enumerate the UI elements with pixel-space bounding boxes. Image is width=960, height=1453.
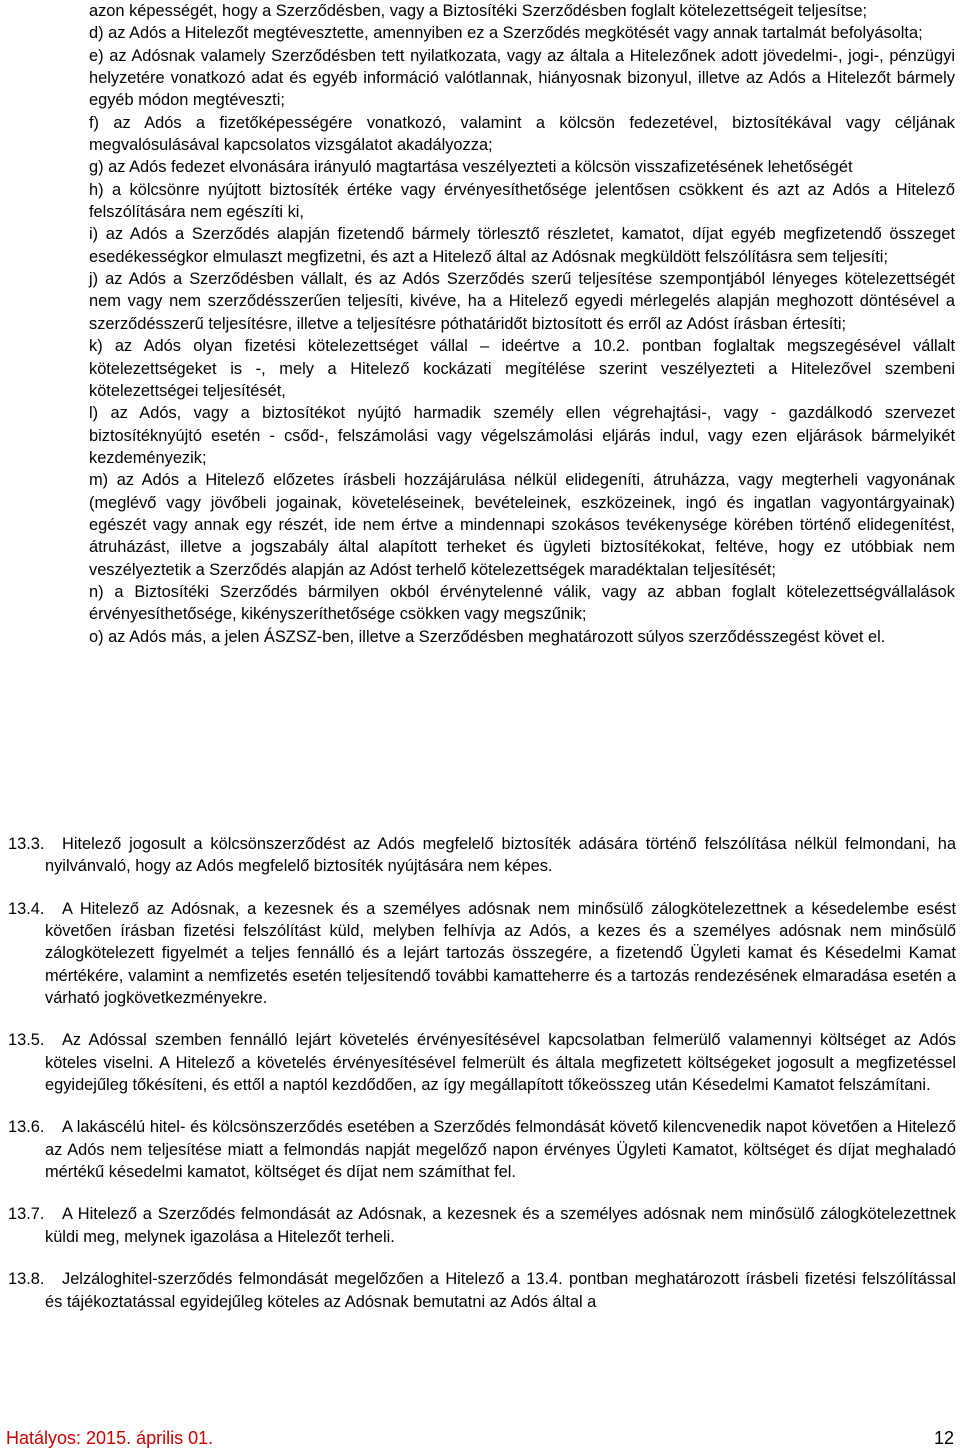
page-footer: [0, 1428, 960, 1452]
effective-date: Hatályos: 2015. április 01.: [6, 1428, 214, 1448]
list-item-n: n) a Biztosítéki Szerződés bármilyen okból érvénytelenné válik, vagy az abban foglalt kötelezettségvállalások érvényesíthetősége, kikényszeríthetősége csökken vagy megszűnik;: [89, 582, 955, 624]
section-paragraph: [0, 1029, 960, 1096]
section-body: A Hitelező a Szerződés felmondását az Adósnak, a kezesnek és a személyes adósnak nem minősülő zálogkötelezettnek küldi meg, melynek igazolása a Hitelezőt terheli.: [45, 1205, 956, 1246]
section-paragraph: [0, 833, 960, 878]
list-item-continuation: azon képességét, hogy a Szerződésben, vagy a Biztosítéki Szerződésben foglalt kötelezettségeit teljesítse;: [89, 2, 868, 20]
section-number: 13.6.: [8, 1118, 45, 1137]
page-number: 12: [933, 1428, 954, 1448]
section-number: 13.7.: [8, 1205, 45, 1224]
section-13-6: [0, 1116, 960, 1183]
list-item-j: j) az Adós a Szerződésben vállalt, és az Adós Szerződés szerű teljesítése szempontjából lényeges kötelezettségét nem vagy nem szerződésszerűen teljesíti, kivéve, ha a Hitelező egyedi mérlegelés alapján meghozott döntésével a szerződésszerű teljesítésre, illetve a teljesítésre póthatáridőt biztosított és erről az Adóst írásban értesíti;: [89, 270, 955, 333]
list-item-l: l) az Adós, vagy a biztosítékot nyújtó harmadik személy ellen végrehajtási-, vagy - gazdálkodó szervezet biztosítéknyújtó esetén - csőd-, felszámolási vagy végelszámolási eljárás indul, vagy ezen eljárások bármelyikét kezdeményezik;: [89, 404, 955, 467]
section-body: Hitelező jogosult a kölcsönszerződést az Adós megfelelő biztosíték adására történő felszólítása nélkül felmondani, ha nyilvánvaló, hogy az Adós megfelelő biztosíték nyújtására nem képes.: [45, 835, 956, 876]
section-13-4: [0, 898, 960, 1010]
list-item-o: o) az Adós más, a jelen ÁSZSZ-ben, illetve a Szerződésben meghatározott súlyos szerződésszegést követ el.: [89, 627, 886, 646]
list-item-h: h) a kölcsönre nyújtott biztosíték értéke vagy érvényesíthetősége jelentősen csökkent és azt az Adós a Hitelező felszólítására nem egészíti ki,: [89, 180, 955, 222]
termination-reasons-list: [89, 0, 955, 648]
section-number: 13.5.: [8, 1031, 45, 1050]
section-number: 13.3.: [8, 835, 45, 853]
section-paragraph: [0, 1116, 960, 1183]
list-item-i: i) az Adós a Szerződés alapján fizetendő bármely törlesztő részletet, kamatot, díjat egyéb megfizetendő összeget esedékességkor elmulaszt megfizetni, és azt a Hitelező által az Adósnak megküldött felszólításra sem teljesíti;: [89, 225, 955, 266]
list-item-d: d) az Adós a Hitelezőt megtévesztette, amennyiben ez a Szerződés megkötését vagy annak tartalmát befolyásolta;: [89, 24, 923, 43]
list-item-g: g) az Adós fedezet elvonására irányuló magtartása veszélyezteti a kölcsön visszafizetésének lehetőségét: [89, 158, 853, 177]
section-number: 13.4.: [8, 899, 45, 918]
section-number: 13.8.: [8, 1270, 45, 1289]
section-13-8: [0, 1268, 960, 1313]
section-body: Jelzáloghitel-szerződés felmondását megelőzően a Hitelező a 13.4. pontban meghatározott írásbeli fizetési felszólítással és tájékoztatással egyidejűleg köteles az Adósnak bemutatni az Adós által a: [45, 1270, 956, 1311]
section-paragraph: [0, 898, 960, 1010]
list-item-m: m) az Adós a Hitelező előzetes írásbeli hozzájárulása nélkül elidegeníti, átruházza, vagy megterheli vagyonának (meglévő vagy jövőbeli jogainak, követeléseinek, bevételeinek, eszközeinek, ingó és ingatlan vagyontárgyainak) egészét vagy annak egy részét, ide nem értve a mindennapi szokásos tevékenysége körében történő elidegenítést, átruházást, illetve a jogszabály által alapított terheket és ügyleti biztosítékokat, feltéve, hogy ez utóbbiak nem veszélyeztetik a Szerződés alapján az Adóst terhelő kötelezettségek maradéktalan teljesítését;: [89, 471, 955, 579]
numbered-sections: [0, 833, 960, 1333]
section-13-5: [0, 1029, 960, 1096]
list-item-k: k) az Adós olyan fizetési kötelezettséget vállal – ideértve a 10.2. pontban foglaltak megszegésével vállalt kötelezettségeket is -, mely a Hitelező kockázati megítélése szerint veszélyezteti a Hitelezővel szembeni kötelezettségei teljesítését,: [89, 337, 955, 400]
section-body: A lakáscélú hitel- és kölcsönszerződés esetében a Szerződés felmondását követő kilencvenedik napot követően a Hitelező az Adós nem teljesítése miatt a felmondás napját megelőző napon érvényes Ügyleti Kamatot, költséget és díjat meghaladó mértékű késedelmi kamatot, költséget és díjat nem számíthat fel.: [45, 1118, 956, 1182]
list-item-f: f) az Adós a fizetőképességére vonatkozó, valamint a kölcsön fedezetével, biztosítékával vagy céljának megvalósulásával kapcsolatos vizsgálatot akadályozza;: [89, 113, 955, 155]
section-13-7: [0, 1203, 960, 1248]
list-item-e: e) az Adósnak valamely Szerződésben tett nyilatkozata, vagy az általa a Hitelezőnek adott jövedelmi-, jogi-, pénzügyi helyzetére vonatkozó adat és egyéb információ valótlannak, hiányosnak bizonyul, illetve az Adós a Hitelezőt bármely egyéb módon megtéveszti;: [89, 46, 955, 110]
section-body: A Hitelező az Adósnak, a kezesnek és a személyes adósnak nem minősülő zálogkötelezettnek a késedelembe esést követően írásban fizetési felszólítást küld, melyben felhívja az Adós, a kezes és a személyes adósnak nem minősülő zálogkötelezett figyelmét a teljes fennálló és a lejárt tartozás összegére, a fizetendő Ügyleti kamat és Késedelmi Kamat mértékére, valamint a nemfizetés esetén teljesítendő további kamatteherre és a tartozás rendezésének elmaradása esetén a várható jogkövetkezményekre.: [45, 899, 956, 1008]
section-paragraph: [0, 1203, 960, 1248]
section-body: Az Adóssal szemben fennálló lejárt követelés érvényesítésével kapcsolatban felmerülő valamennyi költséget az Adós köteles viselni. A Hitelező a követelés érvényesítésével felmerült és általa megfizetett költségeket jogosult a megfizetéssel egyidejűleg tőkésíteni, és ettől a naptól kezdődően, az így megállapított tőkeösszeg után Késedelmi Kamatot felszámítani.: [45, 1031, 956, 1095]
section-13-3: [0, 833, 960, 878]
section-paragraph: [0, 1268, 960, 1313]
